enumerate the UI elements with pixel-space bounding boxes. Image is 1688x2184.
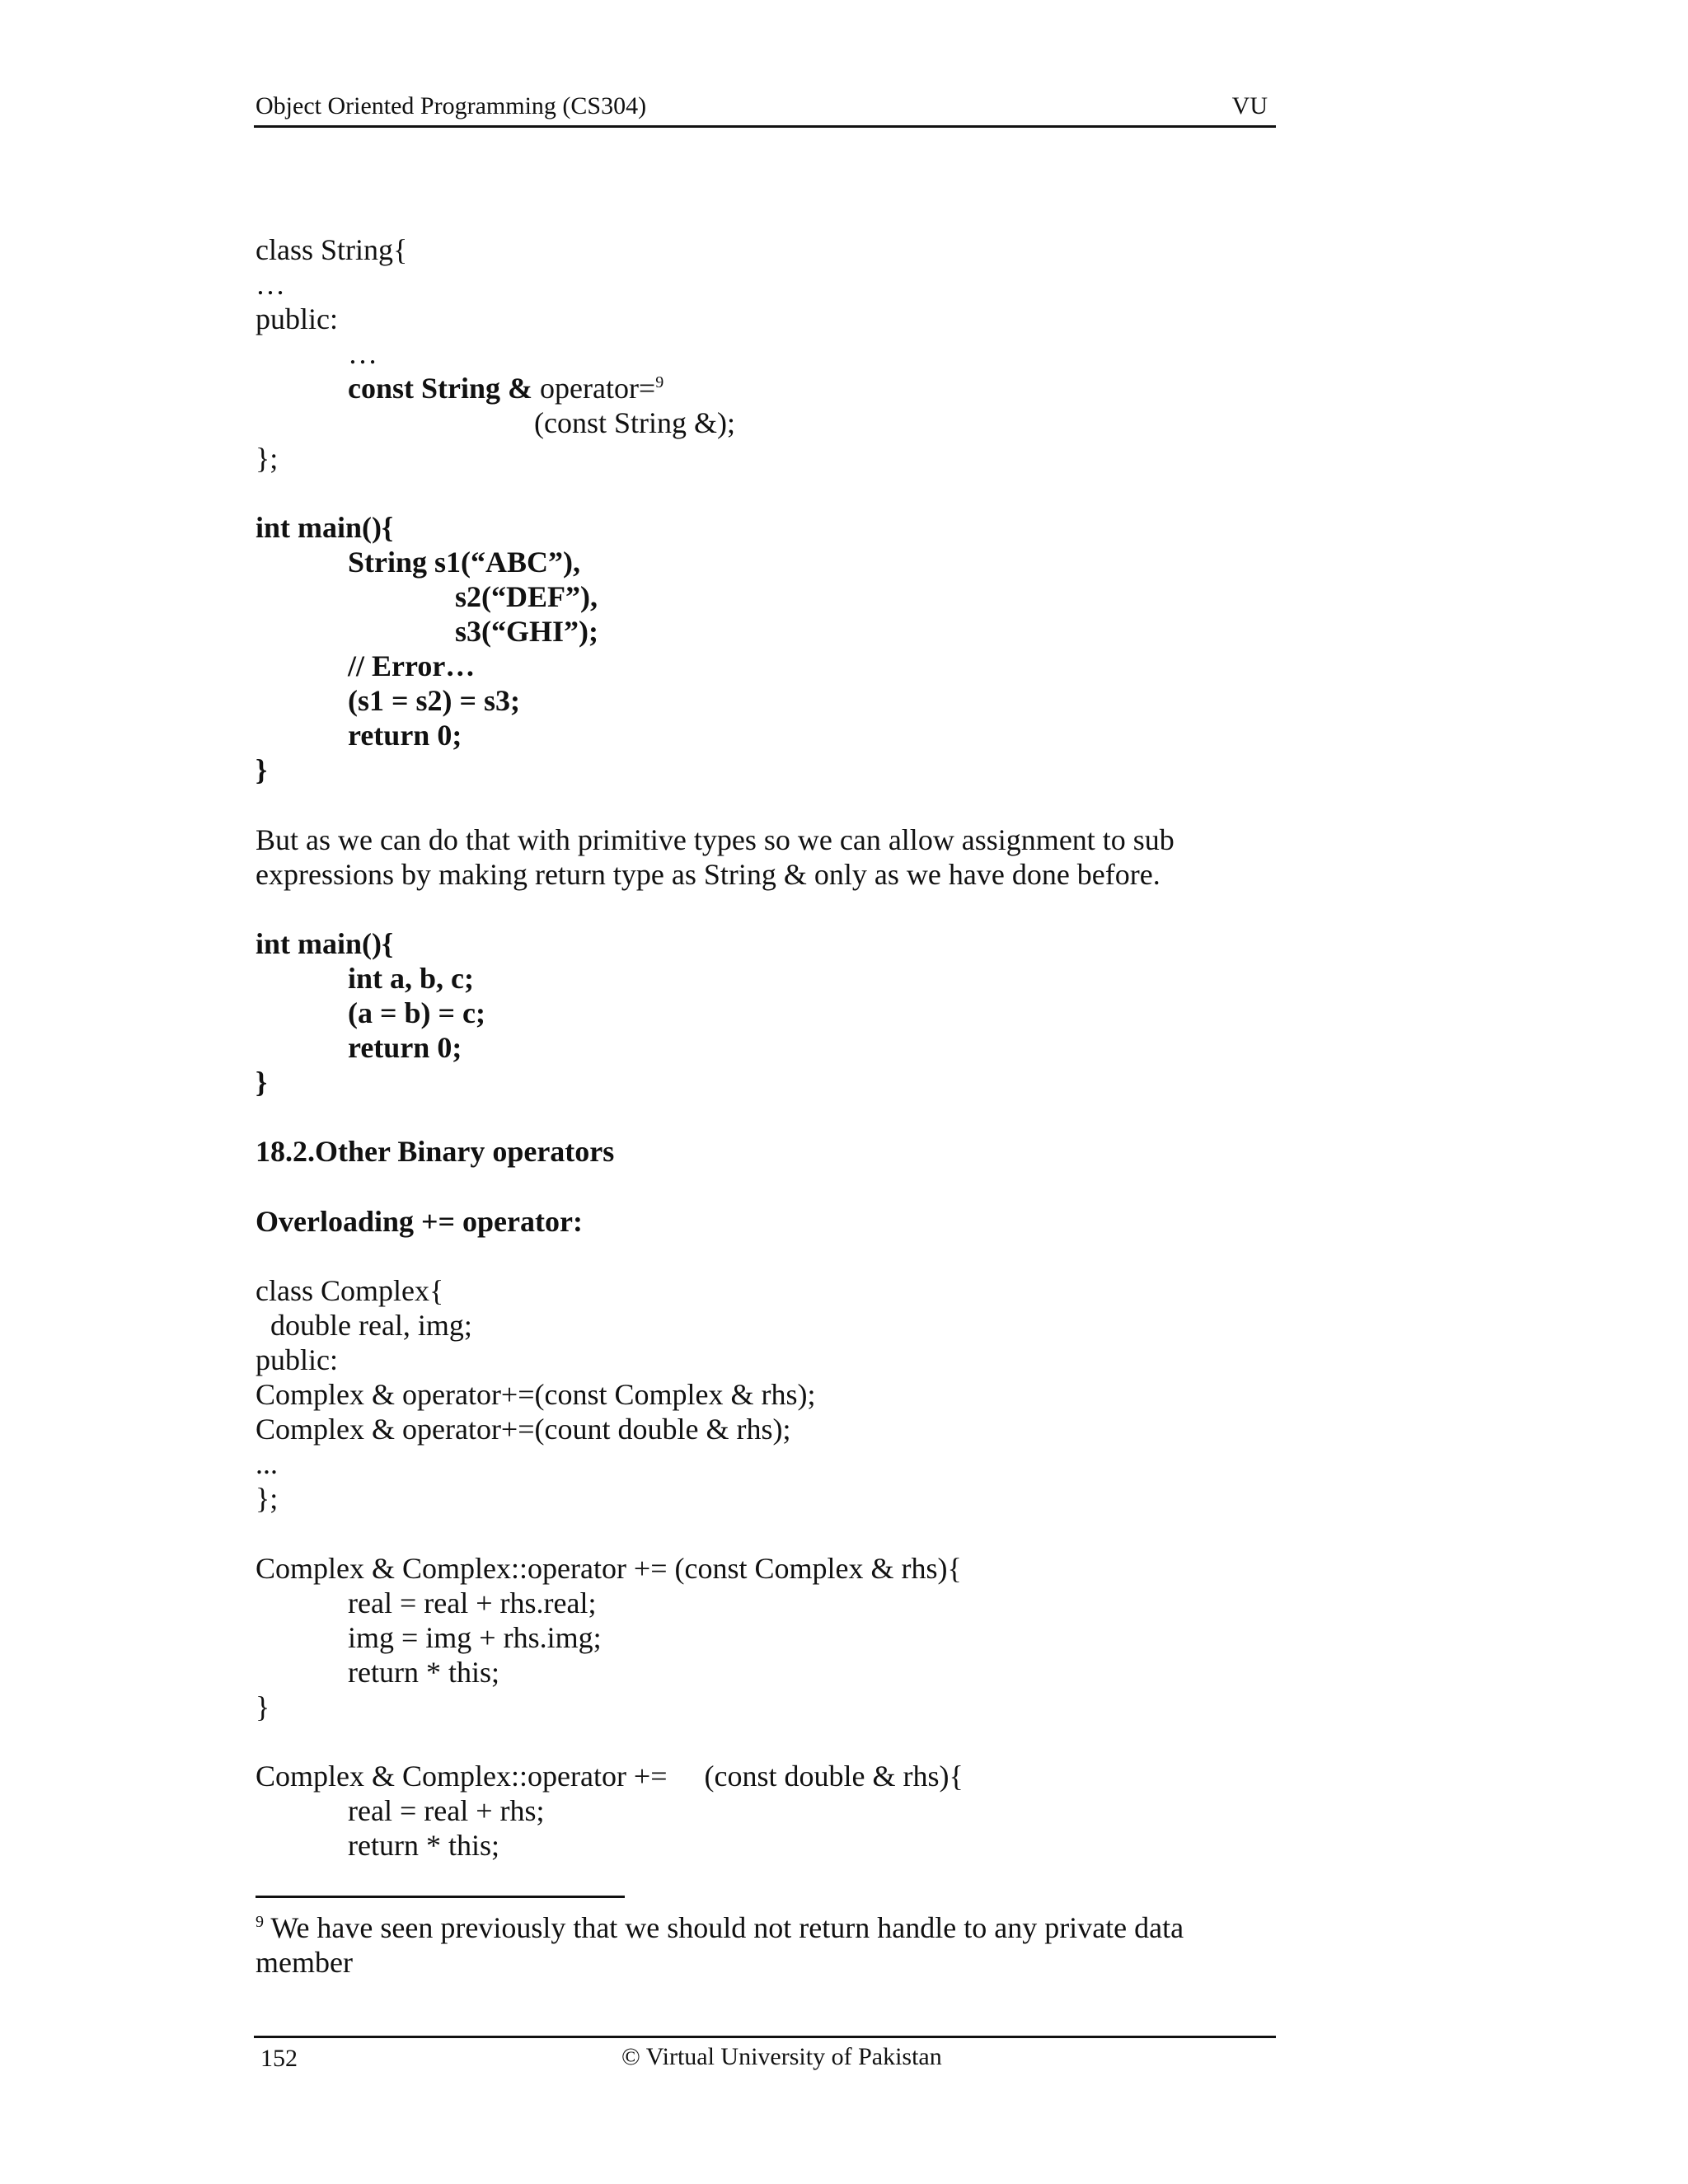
page-content <box>256 232 1278 1863</box>
blank-line <box>256 1239 1278 1273</box>
code-line: Complex & Complex::operator += (const double & rhs){ <box>256 1760 964 1793</box>
blank-line <box>256 1724 1278 1759</box>
header-title: Object Oriented Programming (CS304) <box>256 92 647 120</box>
blank-line <box>256 1169 1278 1204</box>
code-bold-text: const String & <box>348 372 532 405</box>
blank-line <box>256 476 1278 510</box>
header-right-label: VU <box>1231 92 1268 120</box>
code-line: (s1 = s2) = s3; <box>348 684 521 718</box>
subsection-heading: Overloading += operator: <box>256 1204 583 1238</box>
code-line: s2(“DEF”), <box>455 579 598 613</box>
code-line: double real, img; <box>270 1308 472 1342</box>
code-line: Complex & Complex::operator += (const Complex & rhs){ <box>256 1551 962 1585</box>
code-line: return * this; <box>348 1655 499 1689</box>
page-header <box>254 89 1276 128</box>
code-line: Complex & operator+=(const Complex & rhs); <box>256 1378 816 1412</box>
code-line: s3(“GHI”); <box>455 615 598 649</box>
code-line: real = real + rhs.real; <box>348 1586 597 1619</box>
code-line: class Complex{ <box>256 1273 444 1307</box>
code-line: class String{ <box>256 233 408 266</box>
code-line: // Error… <box>348 649 476 683</box>
blank-line <box>256 1516 1278 1550</box>
code-line: int a, b, c; <box>348 961 474 995</box>
code-line: (a = b) = c; <box>348 996 485 1030</box>
copyright-notice: © Virtual University of Pakistan <box>621 2043 942 2070</box>
code-line: Complex & operator+=(count double & rhs); <box>256 1413 791 1446</box>
page-number: 152 <box>260 2045 298 2072</box>
code-line: } <box>256 1066 268 1099</box>
code-line: return 0; <box>348 719 462 752</box>
code-line: public: <box>256 302 338 336</box>
code-line: int main(){ <box>256 926 394 960</box>
code-line: int main(){ <box>256 510 394 544</box>
paragraph-line: expressions by making return type as String & only as we have done before. <box>256 857 1160 891</box>
code-line: ... <box>256 1447 278 1481</box>
code-text: operator= <box>532 372 656 405</box>
code-line: public: <box>256 1343 338 1376</box>
code-line: } <box>256 753 268 787</box>
footnote <box>256 1910 1245 1980</box>
blank-line <box>256 892 1278 926</box>
blank-line <box>256 788 1278 823</box>
code-line: String s1(“ABC”), <box>348 545 581 579</box>
code-line: real = real + rhs; <box>348 1794 545 1828</box>
footnote-divider <box>256 1896 625 1898</box>
code-line: return 0; <box>348 1031 462 1065</box>
paragraph-line: But as we can do that with primitive types so we can allow assignment to sub <box>256 823 1175 856</box>
code-line: … <box>348 337 377 371</box>
footnote-text: We have seen previously that we should not return handle to any private data member <box>256 1911 1184 1979</box>
code-line: img = img + rhs.img; <box>348 1620 602 1654</box>
code-line: return * this; <box>348 1829 499 1863</box>
code-line: }; <box>256 441 279 475</box>
code-line <box>256 371 1278 405</box>
blank-line <box>256 1099 1278 1134</box>
footnote-reference: 9 <box>655 373 664 392</box>
code-line: }; <box>256 1482 279 1516</box>
code-line: (const String &); <box>534 406 735 440</box>
footnote-marker: 9 <box>256 1913 264 1931</box>
page-footer <box>254 2036 1276 2071</box>
code-line: … <box>256 268 285 302</box>
code-line: } <box>256 1690 270 1723</box>
section-heading: 18.2.Other Binary operators <box>256 1135 615 1169</box>
